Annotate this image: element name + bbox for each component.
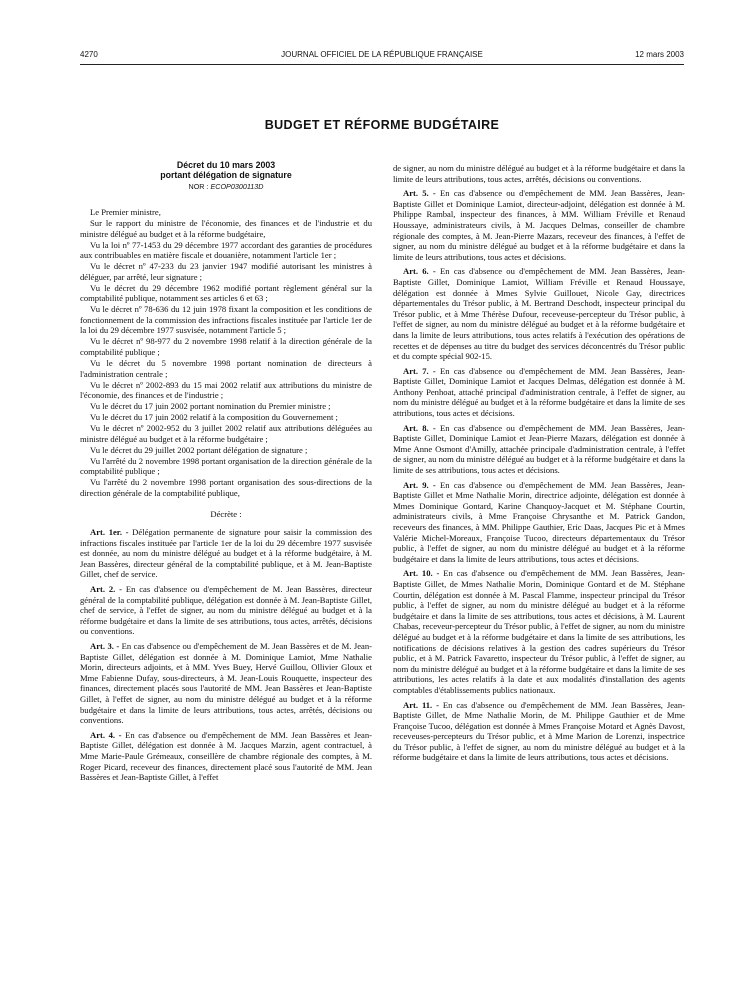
article-label: Art. 11. - — [403, 699, 439, 710]
issue-date: 12 mars 2003 — [635, 50, 684, 59]
article-label: Art. 9. - — [403, 479, 436, 490]
decree-title-line2: portant délégation de signature — [160, 170, 292, 181]
article-text: En cas d'absence ou d'empêchement de MM. Jean Bassères, Jean-Baptiste Gillet, de Mmes Nathalie Morin, Dominique Gontard et de M. Stéphane Courtin, délégation est donnée à M. Pascal Flamme, inspecteur principal du Trésor public, à l'effet de signer, au nom du ministre délégué au budget et à la réforme budgétaire et dans la limite de ses attributions, tous actes et décisions, à M. Laurent Chabas, receveur-percepteur du Trésor public, à l'effet de signer, au nom du ministre délégué au budget et à la réforme budgétaire et dans la limite de ses attributions, les notifications de décisions relatives à la gestion des cadres supérieurs du Trésor public, et à M. Patrick Favaretto, inspecteur du Trésor public, à l'effet de signer, au nom du ministre délégué au budget et à la réforme budgétaire et dans la limite de ses attributions, les actes relatifs à la date et aux modalités d'installation des agents comptables d'établissements publics nationaux. — [393, 568, 685, 695]
article-8 — [393, 423, 685, 476]
article-label: Art. 3. - — [90, 641, 120, 652]
article-3 — [80, 641, 372, 726]
visa-decret-2002-893: Vu le décret nº 2002-893 du 15 mai 2002 relatif aux attributions du ministre de l'économie, des finances et de l'industrie ; — [80, 379, 372, 401]
right-articles — [393, 188, 685, 763]
left-articles — [80, 527, 372, 783]
article-4 — [80, 730, 372, 783]
left-column — [80, 160, 372, 960]
visa-arrete-sous-directions: Vu l'arrêté du 2 novembre 1998 portant organisation des sous-directions de la direction générale de la comptabilité publique, — [80, 477, 372, 498]
right-column-lead: de signer, au nom du ministre délégué au budget et à la réforme budgétaire et dans la limite de leurs attributions, tous actes, arrêtés, décisions ou conventions. — [393, 163, 685, 184]
visa-decret-2002-952: Vu le décret nº 2002-952 du 3 juillet 2002 relatif aux attributions déléguées au ministre délégué au budget et à la réforme budgétaire ; — [80, 423, 372, 444]
visa-decret-47-233: Vu le décret nº 47-233 du 23 janvier 1947 modifié autorisant les ministres à déléguer, par arrêté, leur signature ; — [80, 261, 372, 282]
visa-decret-5-nov-1998: Vu le décret du 5 novembre 1998 portant nomination de directeurs à l'administration centrale ; — [80, 358, 372, 379]
article-text: En cas d'absence ou d'empêchement de MM. Jean Bassères, Jean-Baptiste Gillet, Dominique Lamiot et Jacques Delmas, délégation est donnée à M. Anthony Penhoat, attaché principal d'administration centrale, à l'effet de signer, au nom du ministre délégué au budget et à la réforme budgétaire et dans la limite de ses attributions, tous actes et décisions. — [393, 365, 685, 419]
article-10 — [393, 568, 685, 695]
visa-ministre: Le Premier ministre, — [90, 207, 161, 217]
article-text: En cas d'absence ou d'empêchement de MM. Jean Bassères, Jean-Baptiste Gillet et Dominique Lamiot, directeur-adjoint, délégation est donnée à M. Philippe Rambal, inspecteur des finances, à MM. William Fréville et Renaud Houssaye, administrateurs civils, à M. Jacques Delmas, conseiller de chambre régionale des comptes, à M. Jean-Pierre Mazars, receveur des finances, à l'effet de signer, au nom du ministre délégué au budget et à la réforme budgétaire et dans la limite de leurs attributions, tous actes et décisions. — [393, 188, 685, 262]
article-label: Art. 2. - — [90, 584, 123, 595]
article-text: Délégation permanente de signature pour saisir la commission des infractions fiscales instituée par l'article 1er de la loi du 29 décembre 1977 susvisée est donnée, au nom du ministre délégué au budget et à la réforme budgétaire, à M. Jean Bassères, directeur général de la comptabilité publique, et à M. Jean-Baptiste Gillet, chef de service. — [80, 527, 372, 580]
visa-arrete-organisation: Vu l'arrêté du 2 novembre 1998 portant organisation de la direction générale de la comptabilité publique ; — [80, 455, 372, 477]
article-6 — [393, 266, 685, 361]
journal-title: JOURNAL OFFICIEL DE LA RÉPUBLIQUE FRANÇAISE — [281, 50, 483, 59]
article-text: En cas d'absence ou d'empêchement de MM. Jean Bassères, Jean-Baptiste Gillet, Dominique Lamiot, William Fréville et Renaud Houssaye, délégation est donnée à Mmes Sylvie Guillouet, Nicole Gay, directrices départementales du Trésor public, à M. Bertrand Deschodt, inspecteur principal du Trésor public, et à Mme Thérèse Dufour, receveuse-percepteur du Trésor public, à l'effet de signer, au nom du ministre délégué au budget et à la réforme budgétaire et dans la limite de leurs attributions, tous actes relatifs à l'exécution des opérations de recettes et de dépenses au titre du budget des services déconcentrés du Trésor public et du compte spécial 902-15. — [393, 266, 685, 362]
article-text: En cas d'absence ou d'empêchement de MM. Jean Bassères, Jean-Baptiste Gillet, Dominique Lamiot et Jean-Pierre Mazars, délégation est donnée à Mme Anne Osmont d'Amilly, attachée principale d'administration centrale, à l'effet de signer, au nom du ministre délégué au budget et à la réforme budgétaire et dans la limite de ses attributions, tous actes et décisions. — [393, 422, 685, 476]
article-1 — [80, 527, 372, 580]
visa-decret-1962: Vu le décret du 29 décembre 1962 modifié portant règlement général sur la comptabilité publique, notamment ses articles 6 et 63 ; — [80, 282, 372, 304]
article-text: En cas d'absence ou d'empêchement de M. Jean Bassères et de M. Jean-Baptiste Gillet, délégation est donnée à M. Dominique Lamiot, Mme Nathalie Morin, directeurs adjoints, et à MM. Yves Buey, Hervé Guillou, Ollivier Gloux et Mme Fabienne Dufay, sous-directeurs, à M. Jean-Louis Rouquette, inspecteur des finances, directement placés sous l'autorité de MM. Jean Bassères et Jean-Baptiste Gillet, à l'effet de signer, au nom du ministre délégué au budget et à la réforme budgétaire et dans la limite de leurs attributions, tous actes, arrêtés, décisions ou conventions. — [80, 641, 372, 726]
article-text: En cas d'absence ou d'empêchement de MM. Jean Bassères, Jean-Baptiste Gillet, de Mme Nathalie Morin, de M. Philippe Gauthier et de Mme Françoise Tucoo, délégation est donnée à Mmes Françoise Motard et Agnès Davost, receveuses-percepteurs du Trésor public, et à Mme Marion de Lorenzi, inspectrice du Trésor public, à l'effet de signer, au nom du ministre délégué au budget et à la réforme budgétaire et dans la limite de leurs attributions, tous actes et décisions. — [393, 699, 685, 763]
article-label: Art. 5. - — [403, 188, 436, 199]
page-number: 4270 — [80, 50, 98, 59]
article-9 — [393, 480, 685, 565]
right-column — [393, 163, 685, 963]
article-label: Art. 8. - — [403, 422, 436, 433]
article-11 — [393, 700, 685, 764]
article-2 — [80, 584, 372, 637]
header-rule — [80, 64, 684, 65]
visa-decret-78-636: Vu le décret nº 78-636 du 12 juin 1978 fixant la composition et les conditions de fonctionnement de la commission des infractions fiscales instituée par l'article 1er de la loi du 29 décembre 1977 susvisée, notamment l'article 5 ; — [80, 304, 372, 336]
visa-decret-17-juin-nomination: Vu le décret du 17 juin 2002 portant nomination du Premier ministre ; — [90, 401, 331, 412]
visa-decret-98-977: Vu le décret nº 98-977 du 2 novembre 1998 relatif à la direction générale de la comptabilité publique ; — [80, 336, 372, 358]
article-label: Art. 4. - — [90, 729, 122, 740]
article-label: Art. 7. - — [403, 365, 436, 376]
decree-title — [80, 160, 372, 180]
visas-list — [80, 207, 372, 499]
nor-label: NOR : — [188, 182, 209, 192]
nor-reference — [80, 182, 372, 193]
visa-decret-29-juillet: Vu le décret du 29 juillet 2002 portant délégation de signature ; — [90, 444, 308, 455]
section-title: BUDGET ET RÉFORME BUDGÉTAIRE — [264, 118, 500, 132]
article-text: En cas d'absence ou d'empêchement de MM. Jean Bassères, Jean-Baptiste Gillet et Mme Nathalie Morin, directrice adjointe, délégation est donnée à Mmes Dominique Gontard, Karine Chanquoy-Jacquet et M. Stéphane Courtin, administrateurs civils, à Mme Françoise Chrysanthe et M. Patrick Gandon, receveurs des finances, à MM. Philippe Gauthier, Eric Daas, Jacques Pic et à Mmes Valérie Michel-Moreaux, Françoise Tucoo, directeurs départementaux du Trésor public, à l'effet de signer, au nom du ministre délégué au budget et à la réforme budgétaire et dans la limite de leurs attributions, tous actes et décisions. — [393, 479, 685, 564]
article-label: Art. 10. - — [403, 568, 440, 579]
article-label: Art. 1er. - — [90, 527, 129, 538]
visa-rapport: Sur le rapport du ministre de l'économie, des finances et de l'industrie et du ministre délégué au budget et à la réforme budgétaire, — [80, 217, 372, 239]
nor-code: ECOP0300113D — [210, 182, 264, 192]
article-label: Art. 6. - — [403, 266, 436, 277]
decree-title-line1: Décret du 10 mars 2003 — [176, 160, 276, 170]
article-7 — [393, 366, 685, 419]
article-text: En cas d'absence ou d'empêchement de MM. Jean Bassères et Jean-Baptiste Gillet, délégation est donnée à M. Jacques Marzin, agent contractuel, à Mme Marie-Paule Grémeaux, conseillère de chambre régionale des comptes, à M. Roger Picard, receveur des finances, directement placé sous l'autorité de MM. Jean Bassères et Jean-Baptiste Gillet, à l'effet — [80, 729, 372, 783]
visa-decret-17-juin-composition: Vu le décret du 17 juin 2002 relatif à la composition du Gouvernement ; — [90, 412, 338, 423]
page-header — [80, 50, 684, 64]
visa-loi-77-1453: Vu la loi nº 77-1453 du 29 décembre 1977 accordant des garanties de procédures aux contribuables en matière fiscale et douanière, notamment l'article 1er ; — [80, 239, 372, 261]
decrete-label: Décrète : — [210, 508, 242, 519]
article-5 — [393, 188, 685, 262]
article-text: En cas d'absence ou d'empêchement de M. Jean Bassères, directeur général de la comptabilité publique, délégation est donnée à M. Jean-Baptiste Gillet, chef de service, à l'effet de signer, au nom du ministre délégué au budget et à la réforme budgétaire et dans la limite de ses attributions, tous actes, arrêtés, décisions ou conventions. — [80, 584, 372, 637]
